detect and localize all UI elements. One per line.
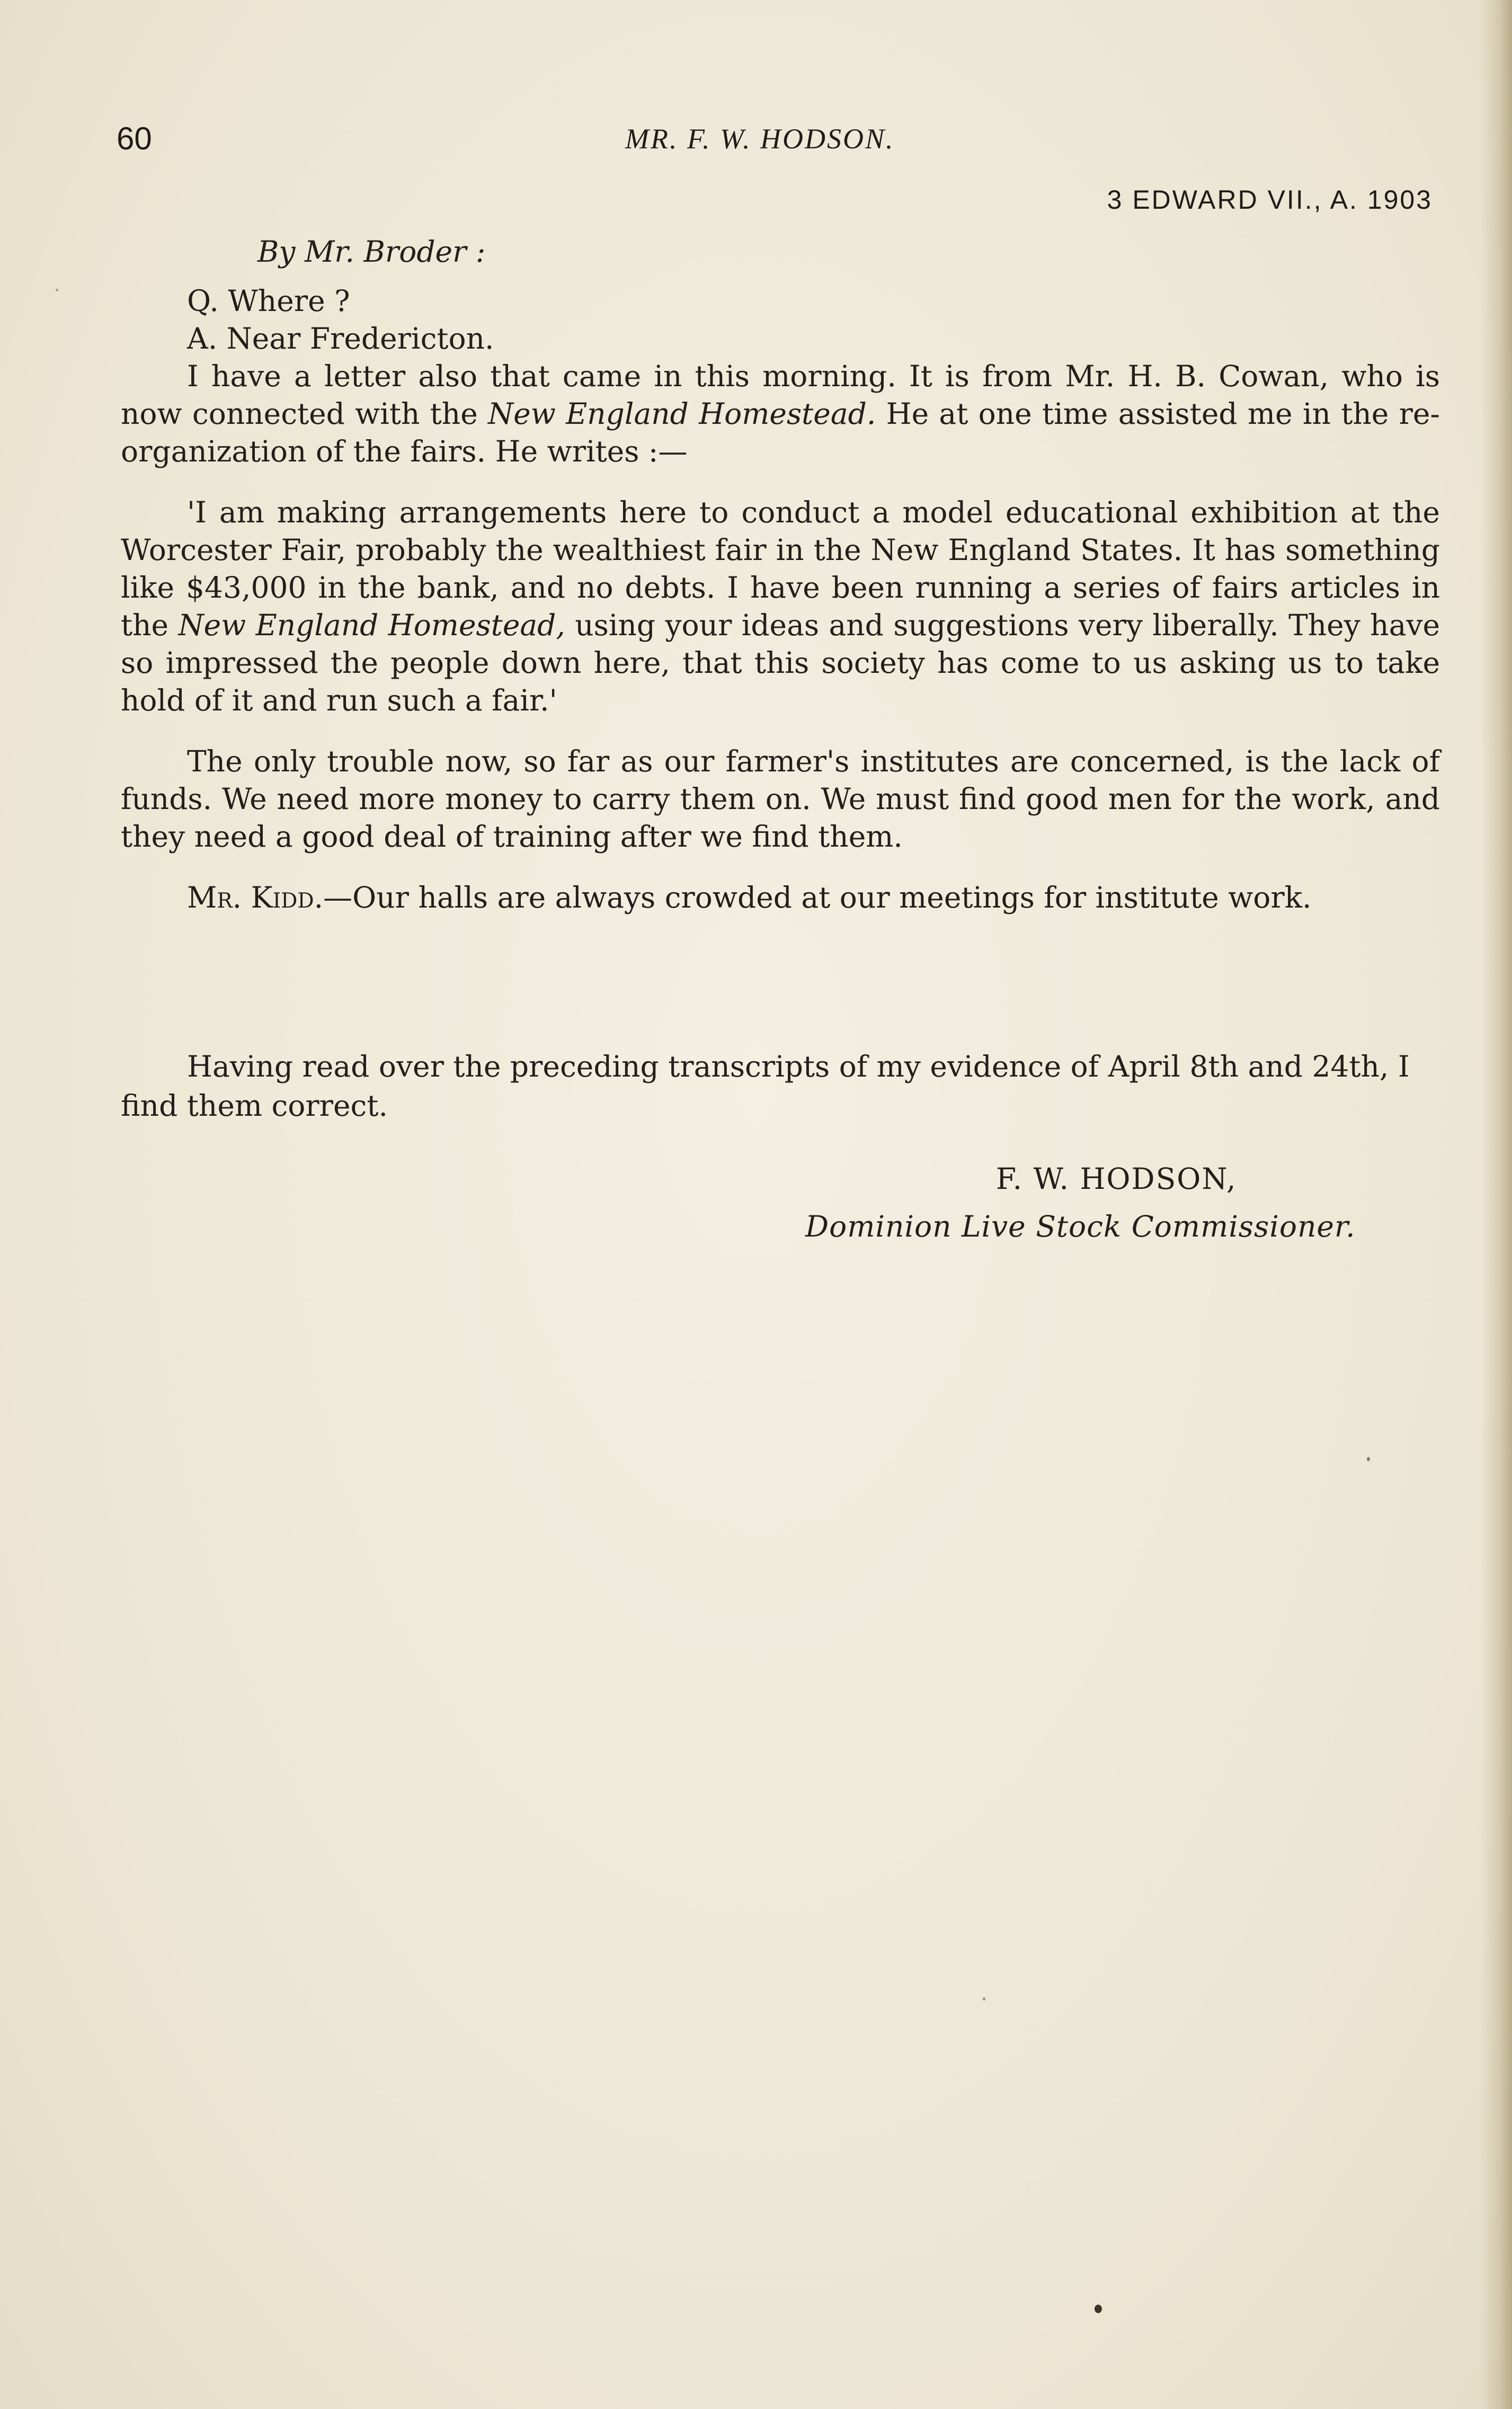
kidd-remark [121,879,1440,917]
funds-paragraph: The only trouble now, so far as our farmer's institutes are concerned, is the lack of funds. We need more money to carry them on. We must find good men for the work, and they need a good deal of training after we find them. [121,744,1440,854]
question-line: Q. Where ? [187,284,350,318]
page-number: 60 [117,121,152,156]
signature-name: F. W. HODSON, [996,1162,1237,1196]
letter-paragraph [121,358,1440,470]
speaker-name: Mr. Kidd. [187,881,324,914]
quote-text-after: using your ideas and suggestions very liberally. They have so impressed the people down here, that this society has come to us asking us to take hold of it and run such a fair.' [121,608,1440,717]
signature-block [805,1155,1441,1250]
scan-speck [983,1997,985,2001]
quote-text-before: 'I am making arrangements here to conduct a model educational exhibition at the Worcester Fair, probably the wealthiest fair in the New England States. It has something like $43,000 in the bank, and no debts. I have been running a series of fairs articles in the [121,495,1440,642]
body-text [121,233,1440,917]
certification-statement [121,1047,1440,1125]
page-edge-shadow [1480,0,1512,2409]
scan-speck [56,289,58,291]
signature-title: Dominion Live Stock Commissioner. [805,1210,1356,1243]
quoted-letter [121,494,1440,719]
scan-speck [1095,2305,1102,2313]
letter-text-before: I have a letter also that came in this morning. It is from Mr. H. B. Cowan, who is now connected with the [121,359,1440,431]
scan-speck [1367,1457,1370,1461]
publication-title-quote: New England Homestead, [178,608,565,642]
session-reference: 3 EDWARD VII., A. 1903 [1107,185,1433,215]
kidd-remark-text: —Our halls are always crowded at our meetings for institute work. [323,881,1312,914]
letter-text-after: He at one time assisted me in the re-organization of the fairs. He writes :— [121,397,1440,468]
publication-title: New England Homestead. [488,397,876,431]
running-header [117,118,1441,160]
speaker-label: By Mr. Broder : [257,235,486,269]
certification-text: Having read over the preceding transcripts of my evidence of April 8th and 24th, I find them correct. [121,1050,1410,1123]
running-title: MR. F. W. HODSON. [625,123,895,155]
answer-line: A. Near Fredericton. [187,322,494,355]
